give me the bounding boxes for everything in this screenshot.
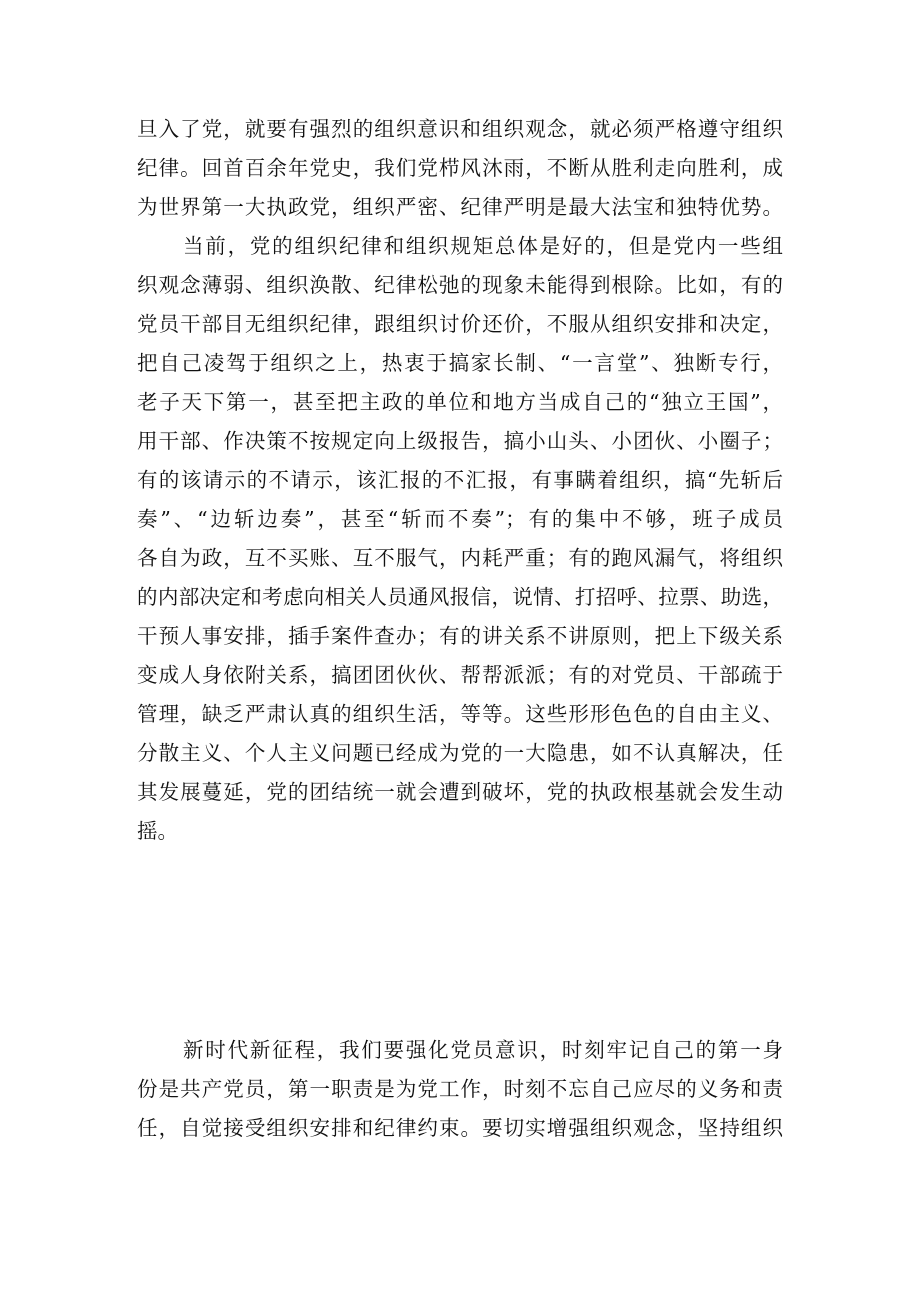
text-line: 变成人身依附关系，搞团团伙伙、帮帮派派；有的对党员、干部疏于: [137, 663, 783, 687]
text-line: 奏”、“边斩边奏”，甚至“斩而不奏”；有的集中不够，班子成员: [137, 507, 783, 531]
text-line: 摇。: [137, 819, 178, 843]
text-line: 其发展蔓延，党的团结统一就会遭到破坏，党的执政根基就会发生动: [137, 780, 783, 804]
text-line: 纪律。回首百余年党史，我们党栉风沐雨，不断从胜利走向胜利，成: [137, 156, 783, 180]
text-line: 新时代新征程，我们要强化党员意识，时刻牢记自己的第一身: [183, 1038, 783, 1062]
text-line: 份是共产党员，第一职责是为党工作，时刻不忘自己应尽的义务和责: [137, 1077, 783, 1101]
text-line: 任，自觉接受组织安排和纪律约束。要切实增强组织观念，坚持组织: [137, 1116, 783, 1140]
paragraph-3: [137, 1031, 783, 1148]
text-line: 各自为政，互不买账、互不服气，内耗严重；有的跑风漏气，将组织: [137, 546, 783, 570]
text-line: 旦入了党，就要有强烈的组织意识和组织观念，就必须严格遵守组织: [137, 117, 783, 141]
text-line: 把自己凌驾于组织之上，热衷于搞家长制、“一言堂”、独断专行，: [137, 351, 783, 375]
text-line: 有的该请示的不请示，该汇报的不汇报，有事瞒着组织，搞“先斩后: [137, 468, 783, 492]
text-line: 用干部、作决策不按规定向上级报告，搞小山头、小团伙、小圈子；: [137, 429, 783, 453]
text-line: 干预人事安排，插手案件查办；有的讲关系不讲原则，把上下级关系: [137, 624, 783, 648]
paragraph-2: [137, 227, 783, 851]
paragraph-1: [137, 110, 783, 227]
text-line: 当前，党的组织纪律和组织规矩总体是好的，但是党内一些组: [183, 234, 783, 258]
text-line: 的内部决定和考虑向相关人员通风报信，说情、打招呼、拉票、助选，: [137, 585, 783, 609]
text-line: 分散主义、个人主义问题已经成为党的一大隐患，如不认真解决，任: [137, 741, 783, 765]
text-line: 老子天下第一，甚至把主政的单位和地方当成自己的“独立王国”，: [137, 390, 783, 414]
text-line: 管理，缺乏严肃认真的组织生活，等等。这些形形色色的自由主义、: [137, 702, 783, 726]
text-line: 为世界第一大执政党，组织严密、纪律严明是最大法宝和独特优势。: [137, 195, 783, 219]
text-line: 党员干部目无组织纪律，跟组织讨价还价，不服从组织安排和决定，: [137, 312, 783, 336]
text-line: 织观念薄弱、组织涣散、纪律松弛的现象未能得到根除。比如，有的: [137, 273, 783, 297]
